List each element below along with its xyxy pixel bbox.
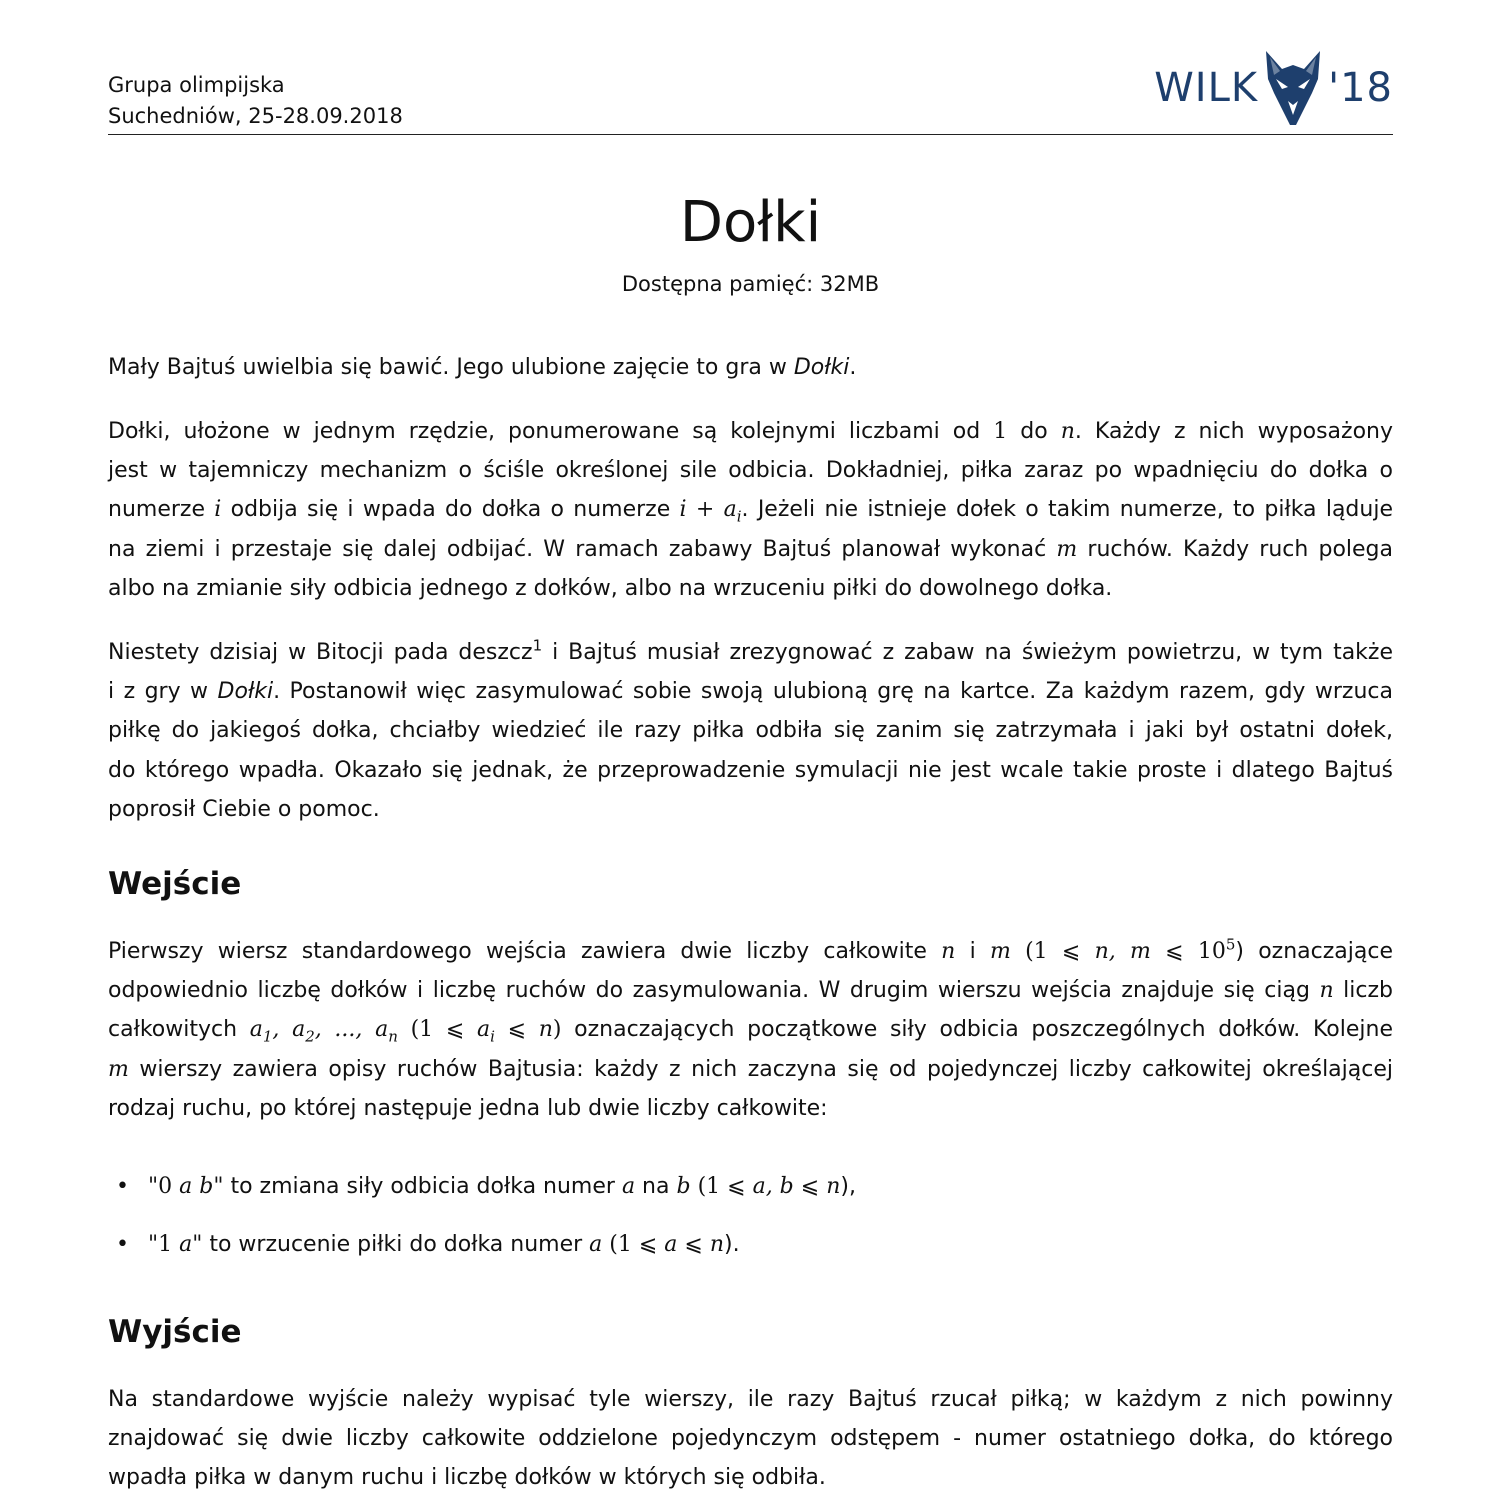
rules-line-4: na ziemi i przestaje się dalej odbijać. W ramach zabawy Bajtuś planował wykonać m ruchów. Każdy ruch polega [108, 536, 1394, 562]
output-line-2: znajdować się dwie liczby całkowite oddzielone pojedynczym odstępem - numer ostatniego dołka, do którego [108, 1426, 1393, 1452]
input-line-3: całkowitych $a_1$, $a_2$, ..., $a_n$ (1 ⩽ $a_i$ ⩽ n) oznaczających początkowe siły odbicia poszczególnych dołków. Kolejne [108, 1017, 1394, 1046]
output-line-3: wpadła piłka w danym ruchu i liczbę dołków w których się odbiła. [108, 1465, 826, 1491]
wilk-logo [1154, 48, 1393, 128]
story-paragraph [108, 633, 1393, 829]
story-line-3: piłkę do jakiegoś dołka, chciałby wiedzieć ile razy piłka odbiła się zanim się zatrzymała i jaki był ostatni dołek, [108, 718, 1393, 744]
header-group: Grupa olimpijska [108, 73, 285, 97]
footnote-mark: 1 [532, 636, 543, 655]
input-line-1: Pierwszy wiersz standardowego wejścia zawiera dwie liczby całkowite n i m (1 ⩽ n, m ⩽ $10^5$) oznaczające [108, 935, 1394, 964]
problem-title: Dołki [679, 190, 822, 255]
page-header [108, 65, 1393, 135]
memory-limit: Dostępna pamięć: 32MB [621, 272, 880, 296]
output-heading: Wyjście [108, 1314, 242, 1350]
logo-word: WILK [1154, 65, 1259, 111]
input-heading: Wejście [108, 866, 242, 902]
bullet-icon: • [116, 1232, 129, 1257]
input-line-2: odpowiednio liczbę dołków i liczbę ruchów do zasymulowania. W drugim wierszu wejścia znajduje się ciąg n liczb [108, 978, 1393, 1004]
intro-paragraph [108, 348, 1393, 387]
rules-line-5: albo na zmianie siły odbicia jednego z dołków, albo na wrzuceniu piłki do dowolnego dołka. [108, 575, 1113, 601]
story-line-4: do którego wpadła. Okazało się jednak, że przeprowadzenie symulacji nie jest wcale takie proste i dlatego Bajtuś [108, 757, 1393, 783]
list-item: • "0 a b" to zmiana siły odbicia dołka numer a na b (1 ⩽ a, b ⩽ n), [148, 1172, 856, 1202]
list-item: • "1 a" to wrzucenie piłki do dołka numer a (1 ⩽ a ⩽ n). [148, 1230, 740, 1260]
rules-line-3: numerze i odbija się i wpada do dołka o numerze $i + a_i$. Jeżeli nie istnieje dołek o takim numerze, to piłka ląduje [108, 497, 1393, 526]
header-place-date: Suchedniów, 25-28.09.2018 [108, 104, 403, 128]
story-line-5: poprosił Ciebie o pomoc. [108, 796, 380, 822]
rules-line-2: jest w tajemniczy mechanizm o ściśle określonej sile odbicia. Dokładniej, piłka zaraz po wpadnięciu do dołka o [108, 458, 1393, 484]
wolf-head-icon [1260, 49, 1326, 127]
output-paragraph [108, 1380, 1393, 1498]
input-line-4: m wierszy zawiera opisy ruchów Bajtusia: każdy z nich zaczyna się od pojedynczej liczby całkowitej określającej [108, 1056, 1393, 1082]
rules-line-1: Dołki, ułożone w jednym rzędzie, ponumerowane są kolejnymi liczbami od 1 do n. Każdy z nich wyposażony [108, 419, 1393, 444]
story-line-2: i z gry w Dołki. Postanowił więc zasymulować sobie swoją ulubioną grę na kartce. Za każdym razem, gdy wrzuca [108, 679, 1393, 705]
game-name: Dołki [793, 355, 850, 380]
input-paragraph [108, 932, 1393, 1128]
output-line-1: Na standardowe wyjście należy wypisać tyle wierszy, ile razy Bajtuś rzucał piłką; w każdym z nich powinny [108, 1387, 1393, 1412]
rules-paragraph [108, 412, 1393, 608]
intro-line: Mały Bajtuś uwielbia się bawić. Jego ulubione zajęcie to gra w Dołki. [108, 355, 857, 380]
story-line-1: Niestety dzisiaj w Bitocji pada deszcz$^1$ i Bajtuś musiał zrezygnować z zabaw na świeżym powietrzu, w tym także [108, 636, 1393, 665]
logo-year: '18 [1328, 65, 1393, 111]
document-page [108, 0, 1393, 1500]
bullet-icon: • [116, 1174, 129, 1199]
header-info [108, 70, 403, 132]
input-line-5: rodzaj ruchu, po której następuje jedna lub dwie liczby całkowite: [108, 1095, 828, 1121]
